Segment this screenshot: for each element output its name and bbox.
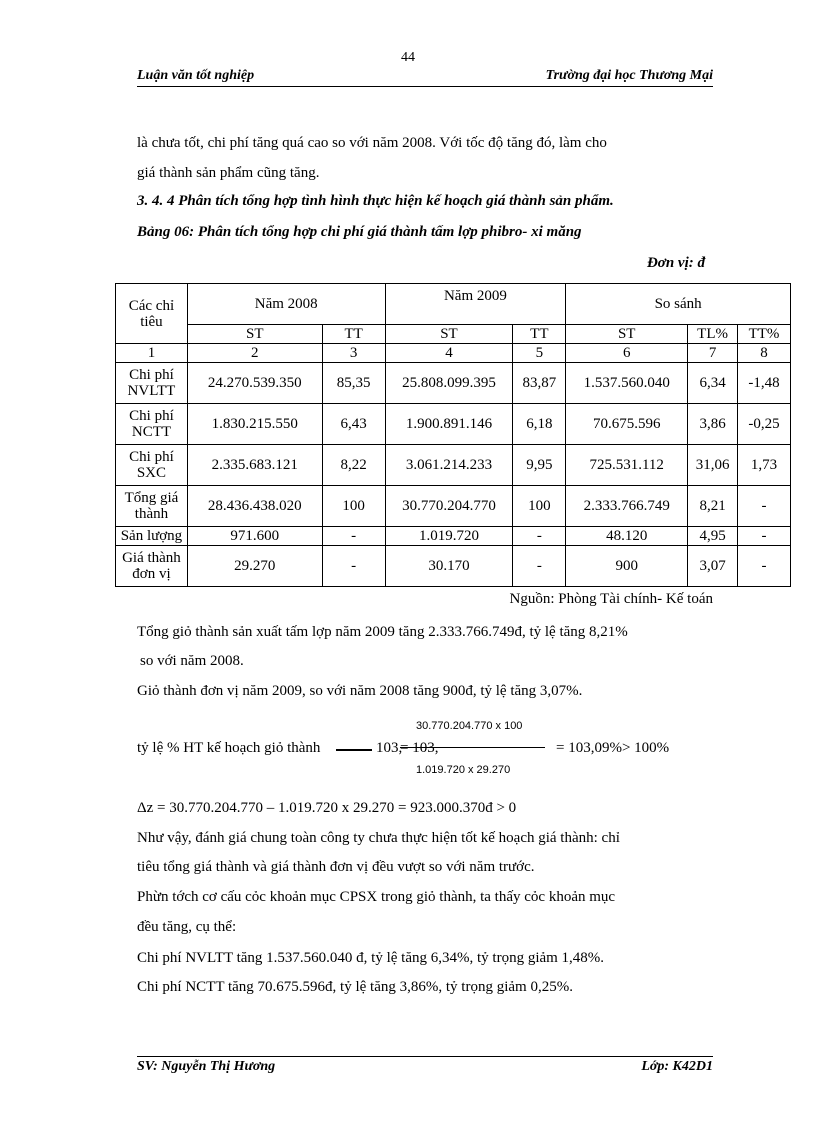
page-number: 44 <box>401 50 415 65</box>
table-cell: 85,35 <box>322 363 385 404</box>
fraction-numerator: 30.770.204.770 x 100 <box>416 720 523 732</box>
table-cell: 30.770.204.770 <box>385 486 513 527</box>
table-cell: 900 <box>566 546 688 587</box>
row-label: Chi phí NCTT <box>116 404 188 445</box>
table-row <box>116 363 791 404</box>
sub-header: ST <box>385 325 513 344</box>
table-cell: 1.019.720 <box>385 527 513 546</box>
column-number: 7 <box>688 344 738 363</box>
section-heading: 3. 4. 4 Phân tích tổng hợp tình hình thực hiện kế hoạch giá thành sản phẩm. <box>137 193 614 209</box>
formula-struck-text: = 103, <box>400 740 439 756</box>
table-cell: 3,86 <box>688 404 738 445</box>
sub-header: TT% <box>738 325 791 344</box>
column-number: 6 <box>566 344 688 363</box>
paragraph-structure-cont: đều tăng, cụ thể: <box>137 919 237 935</box>
table-cell: 6,18 <box>513 404 566 445</box>
table-cell: 28.436.438.020 <box>187 486 322 527</box>
table-cell: 2.335.683.121 <box>187 445 322 486</box>
footer-student: SV: Nguyễn Thị Hương <box>137 1059 276 1074</box>
sub-header: TT <box>513 325 566 344</box>
column-number: 5 <box>513 344 566 363</box>
table-cell: - <box>738 546 791 587</box>
table-row <box>116 486 791 527</box>
table-row <box>116 404 791 445</box>
delta-formula: Δz = 30.770.204.770 – 1.019.720 x 29.270 = 923.000.370đ > 0 <box>137 800 517 816</box>
footer-class: Lớp: K42D1 <box>641 1059 713 1074</box>
paragraph-conclusion: Như vậy, đánh giá chung toàn công ty chưa thực hiện tốt kế hoạch giá thành: chỉ <box>137 830 620 846</box>
sub-header: TT <box>322 325 385 344</box>
intro-line-2: giá thành sản phẩm cũng tăng. <box>137 165 320 181</box>
formula-equals-bar <box>336 749 372 751</box>
paragraph-conclusion-cont: tiêu tổng giá thành và giá thành đơn vị đều vượt so với năm trước. <box>137 859 535 875</box>
column-number: 4 <box>385 344 513 363</box>
table-cell: 100 <box>322 486 385 527</box>
formula-result: = 103,09%> 100% <box>556 740 670 756</box>
table-cell: 6,34 <box>688 363 738 404</box>
table-cell: -1,48 <box>738 363 791 404</box>
table-cell: 6,43 <box>322 404 385 445</box>
table-cell: - <box>738 527 791 546</box>
table-cell: 70.675.596 <box>566 404 688 445</box>
paragraph-total-cost-cont: so với năm 2008. <box>140 653 244 669</box>
paragraph-total-cost: Tổng giỏ thành sản xuất tấm lợp năm 2009 tăng 2.333.766.749đ, tỷ lệ tăng 8,21% <box>137 624 628 640</box>
footer-rule <box>137 1056 713 1057</box>
cost-table <box>115 283 791 587</box>
fraction-bar <box>400 747 545 748</box>
paragraph-unit-cost: Giỏ thành đơn vị năm 2009, so với năm 2008 tăng 900đ, tỷ lệ tăng 3,07%. <box>137 683 583 699</box>
table-cell: 29.270 <box>187 546 322 587</box>
header-rule <box>137 86 713 87</box>
table-cell: 3,07 <box>688 546 738 587</box>
table-cell: - <box>513 546 566 587</box>
table-row <box>116 527 791 546</box>
table-cell: 1,73 <box>738 445 791 486</box>
table-cell: 2.333.766.749 <box>566 486 688 527</box>
row-label: Chi phí NVLTT <box>116 363 188 404</box>
table-cell: 3.061.214.233 <box>385 445 513 486</box>
table-title: Bảng 06: Phân tích tổng hợp chi phí giá thành tấm lợp phibro- xi măng <box>137 224 582 240</box>
header-right: Trường đại học Thương Mại <box>545 68 713 83</box>
row-label: Sản lượng <box>116 527 188 546</box>
formula-result-prefix: 103, <box>376 740 403 756</box>
column-number: 3 <box>322 344 385 363</box>
table-cell: 24.270.539.350 <box>187 363 322 404</box>
column-number: 8 <box>738 344 791 363</box>
table-cell: 30.170 <box>385 546 513 587</box>
header-year-2008: Năm 2008 <box>187 284 385 325</box>
header-indicator: Các chỉ tiêu <box>116 284 188 344</box>
table-cell: 1.537.560.040 <box>566 363 688 404</box>
table-cell: - <box>513 527 566 546</box>
table-cell: 9,95 <box>513 445 566 486</box>
table-row <box>116 445 791 486</box>
formula-label: tỷ lệ % HT kế hoạch giỏ thành <box>137 740 321 756</box>
row-label: Chi phí SXC <box>116 445 188 486</box>
sub-header: ST <box>187 325 322 344</box>
row-label: Tổng giá thành <box>116 486 188 527</box>
table-cell: - <box>738 486 791 527</box>
sub-header: TL% <box>688 325 738 344</box>
column-number: 1 <box>116 344 188 363</box>
table-cell: 8,22 <box>322 445 385 486</box>
table-cell: 1.830.215.550 <box>187 404 322 445</box>
header-left: Luận văn tốt nghiệp <box>137 68 255 83</box>
unit-label: Đơn vị: đ <box>646 255 705 271</box>
intro-line-1: là chưa tốt, chi phí tăng quá cao so với năm 2008. Với tốc độ tăng đó, làm cho <box>137 135 607 151</box>
table-cell: 100 <box>513 486 566 527</box>
sub-header: ST <box>566 325 688 344</box>
table-cell: 1.900.891.146 <box>385 404 513 445</box>
paragraph-ncctt: Chi phí NCTT tăng 70.675.596đ, tỷ lệ tăng 3,86%, tỷ trọng giảm 0,25%. <box>137 979 573 995</box>
table-cell: 971.600 <box>187 527 322 546</box>
table-source: Nguồn: Phòng Tài chính- Kế toán <box>509 591 713 607</box>
header-year-2009: Năm 2009 <box>385 284 566 325</box>
table-cell: - <box>322 527 385 546</box>
table-cell: 48.120 <box>566 527 688 546</box>
table-cell: 4,95 <box>688 527 738 546</box>
table-cell: 725.531.112 <box>566 445 688 486</box>
paragraph-structure: Phừn tớch cơ cấu cỏc khoản mục CPSX trong giỏ thành, ta thấy cỏc khoản mục <box>137 889 616 905</box>
table-cell: 83,87 <box>513 363 566 404</box>
table-cell: - <box>322 546 385 587</box>
table-cell: 25.808.099.395 <box>385 363 513 404</box>
table-cell: 8,21 <box>688 486 738 527</box>
fraction-denominator: 1.019.720 x 29.270 <box>416 764 511 776</box>
paragraph-nvltt: Chi phí NVLTT tăng 1.537.560.040 đ, tỷ lệ tăng 6,34%, tỷ trọng giảm 1,48%. <box>137 950 605 966</box>
header-compare: So sánh <box>566 284 791 325</box>
table-cell: -0,25 <box>738 404 791 445</box>
table-cell: 31,06 <box>688 445 738 486</box>
table-row <box>116 546 791 587</box>
column-number: 2 <box>187 344 322 363</box>
row-label: Giá thành đơn vị <box>116 546 188 587</box>
